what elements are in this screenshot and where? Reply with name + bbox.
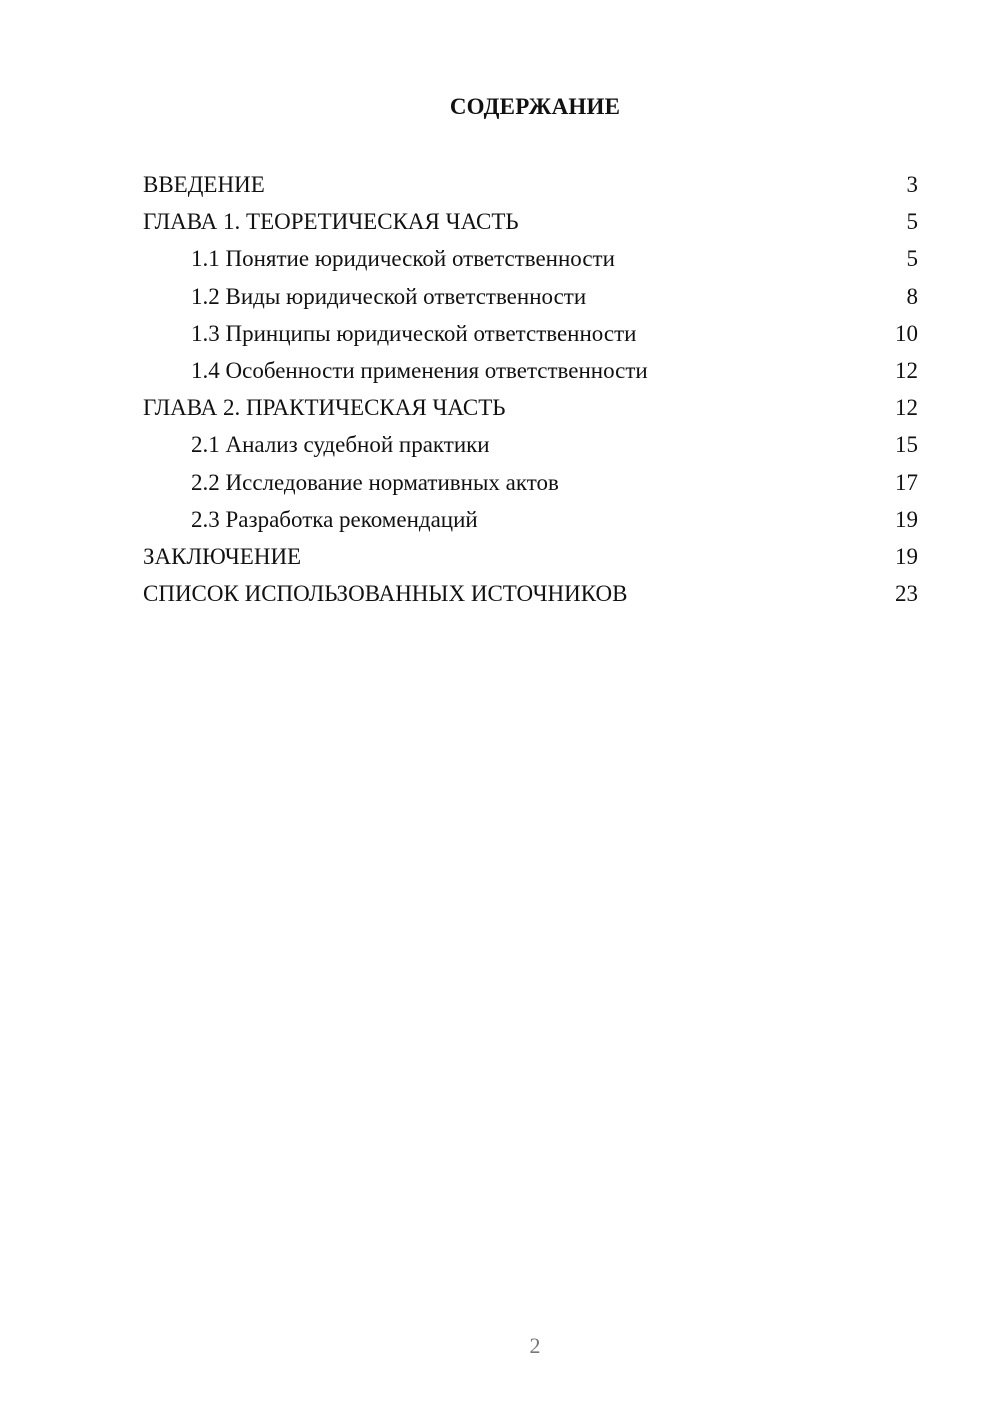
toc-entry-label: ГЛАВА 2. ПРАКТИЧЕСКАЯ ЧАСТЬ (143, 395, 506, 421)
toc-entry-section-1-2[interactable] (143, 278, 918, 315)
toc-entry-page: 15 (895, 432, 918, 458)
toc-entry-label: СПИСОК ИСПОЛЬЗОВАННЫХ ИСТОЧНИКОВ (143, 581, 628, 607)
toc-entry-section-2-1[interactable] (143, 426, 918, 463)
toc-entry-page: 10 (895, 320, 918, 346)
toc-entry-chapter-2[interactable] (143, 389, 918, 426)
toc-entry-label: 1.1 Понятие юридической ответственности (191, 246, 615, 272)
toc-entry-page: 19 (895, 506, 918, 532)
toc-entry-page: 19 (895, 543, 918, 569)
toc-entry-references[interactable] (143, 575, 918, 612)
toc-entry-label: 1.2 Виды юридической ответственности (191, 283, 587, 309)
toc-entry-label: 2.2 Исследование нормативных актов (191, 469, 559, 495)
toc-entry-section-2-3[interactable] (143, 501, 918, 538)
toc-entry-chapter-1[interactable] (143, 203, 918, 240)
toc-entry-section-1-3[interactable] (143, 315, 918, 352)
toc-entry-label: ЗАКЛЮЧЕНИЕ (143, 543, 302, 569)
toc-entry-label: ГЛАВА 1. ТЕОРЕТИЧЕСКАЯ ЧАСТЬ (143, 209, 519, 235)
toc-entry-page: 12 (895, 395, 918, 421)
toc-entry-page: 17 (895, 469, 918, 495)
toc-entry-section-2-2[interactable] (143, 464, 918, 501)
toc-entry-conclusion[interactable] (143, 538, 918, 575)
toc-list (143, 166, 918, 612)
toc-entry-label: 1.3 Принципы юридической ответственности (191, 320, 637, 346)
toc-entry-page: 8 (906, 283, 918, 309)
toc-entry-page: 5 (906, 209, 918, 235)
toc-entry-page: 23 (895, 581, 918, 607)
toc-entry-label: 2.3 Разработка рекомендаций (191, 506, 478, 532)
toc-entry-section-1-4[interactable] (143, 352, 918, 389)
toc-title: СОДЕРЖАНИЕ (449, 94, 621, 119)
toc-entry-page: 12 (895, 357, 918, 383)
toc-entry-introduction[interactable] (143, 166, 918, 203)
toc-entry-page: 3 (906, 172, 918, 197)
toc-entry-label: 1.4 Особенности применения ответственности (191, 357, 648, 383)
toc-entry-page: 5 (906, 246, 918, 272)
toc-entry-section-1-1[interactable] (143, 240, 918, 277)
toc-entry-label: 2.1 Анализ судебной практики (191, 432, 490, 458)
toc-entry-label: ВВЕДЕНИЕ (143, 172, 265, 197)
page-number: 2 (529, 1333, 541, 1358)
